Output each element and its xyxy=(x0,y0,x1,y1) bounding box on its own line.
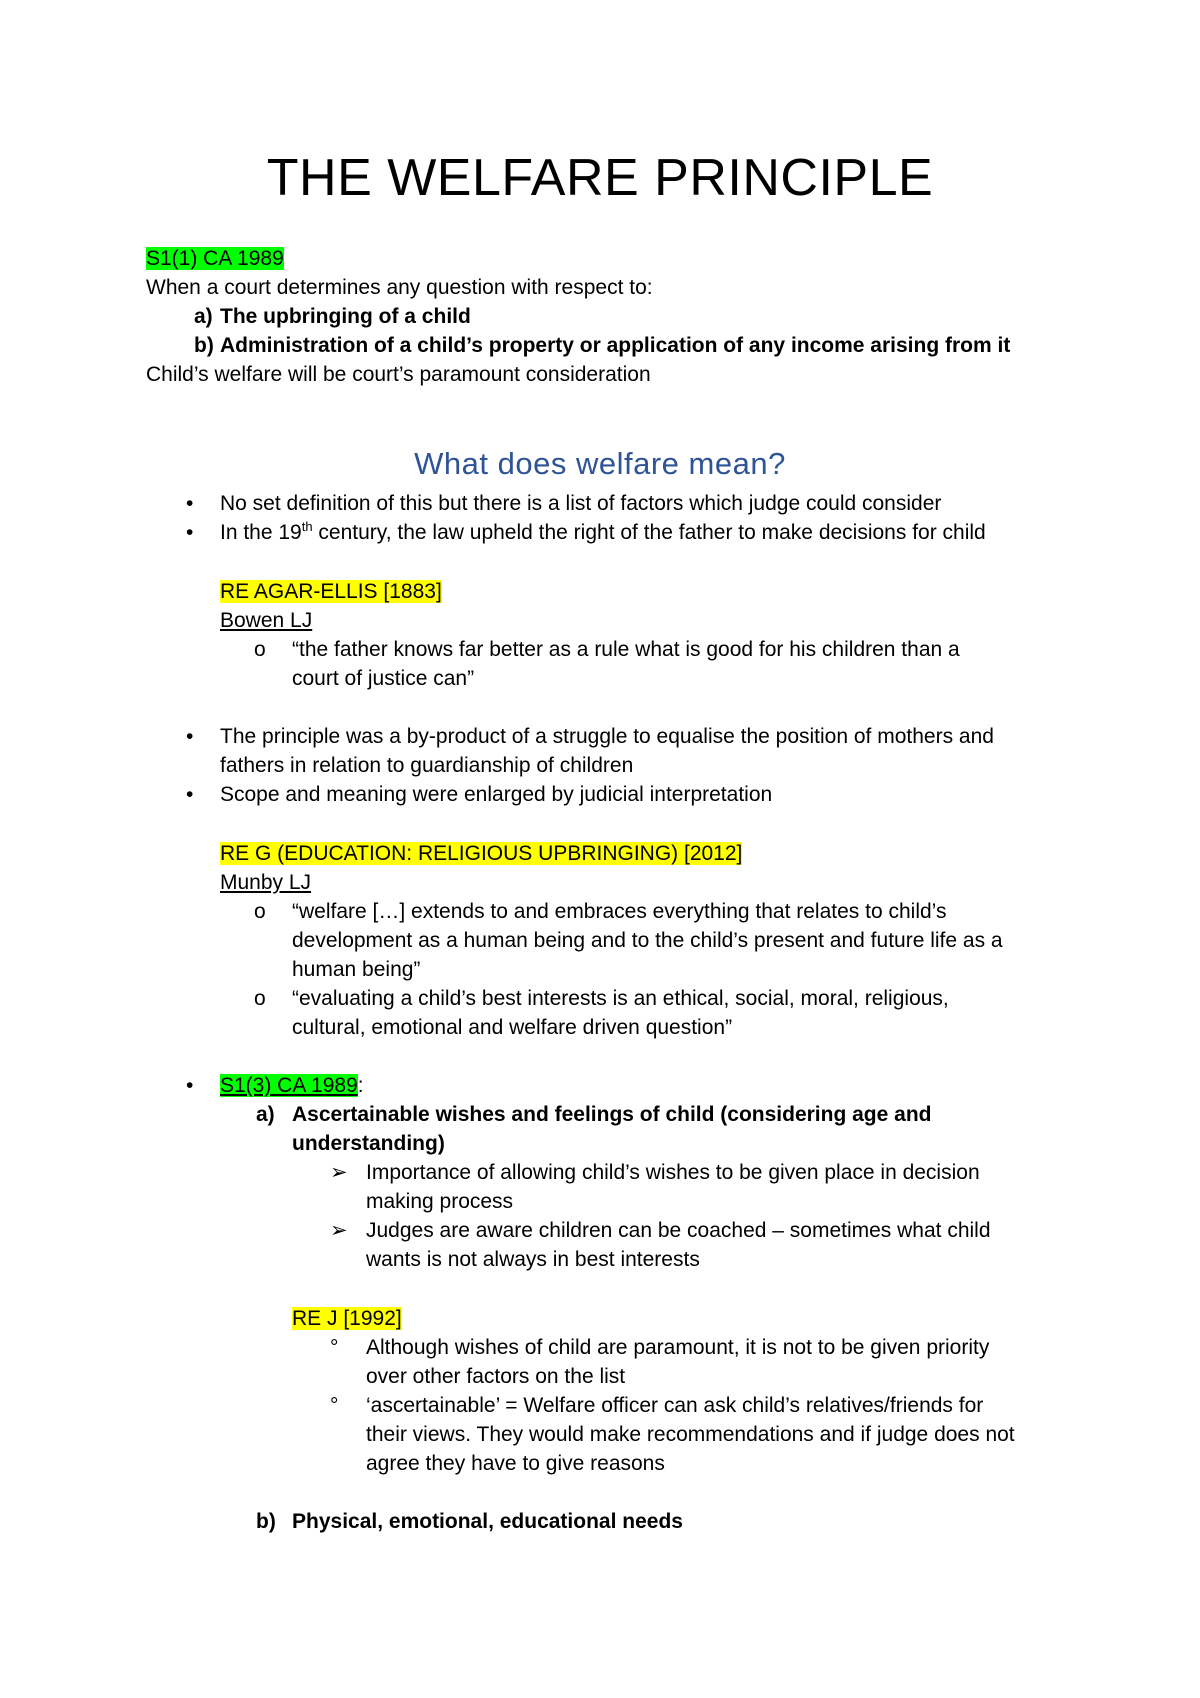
circle-bullet-icon: o xyxy=(254,638,266,661)
case-re-g xyxy=(220,840,742,868)
bullet-text-post: century, the law upheld the right of the father to make decisions for child xyxy=(312,521,986,544)
case-name: RE G (EDUCATION: RELIGIOUS UPBRINGING) [2012] xyxy=(220,842,743,865)
re-j-point2-line3: agree they have to give reasons xyxy=(366,1452,665,1475)
arrow-bullet-icon: ➢ xyxy=(330,1219,348,1242)
case-name: RE AGAR-ELLIS [1883] xyxy=(220,580,442,603)
quote-munby1-line2: development as a human being and to the child’s present and future life as a xyxy=(292,929,1003,952)
list-item-property: Administration of a child’s property or application of any income arising from it xyxy=(220,334,1011,357)
re-j-point2-line1: ‘ascertainable’ = Welfare officer can ask child’s relatives/friends for xyxy=(366,1394,984,1417)
s1-conclusion: Child’s welfare will be court’s paramount consideration xyxy=(146,363,651,386)
factor-a-line2: understanding) xyxy=(292,1132,445,1155)
statute-ref-label: S1(1) CA 1989 xyxy=(146,247,284,270)
arrow-bullet-icon: ➢ xyxy=(330,1161,348,1184)
list-marker-b: b) xyxy=(256,1510,276,1533)
colon: : xyxy=(357,1074,364,1097)
re-j-point1-line2: over other factors on the list xyxy=(366,1365,626,1388)
re-j-point2-line2: their views. They would make recommendations and if judge does not xyxy=(366,1423,1015,1446)
quote-bowen-line1: “the father knows far better as a rule what is good for his children than a xyxy=(292,638,960,661)
list-marker-a: a) xyxy=(194,305,213,328)
judge-bowen: Bowen LJ xyxy=(220,609,313,632)
bullet-scope: Scope and meaning were enlarged by judicial interpretation xyxy=(220,783,773,806)
arrow-item1-line2: making process xyxy=(366,1190,514,1213)
section-heading: What does welfare mean? xyxy=(414,446,786,481)
bullet-19th-century xyxy=(220,519,986,547)
arrow-item2-line2: wants is not always in best interests xyxy=(366,1248,700,1271)
ordinal-superscript: th xyxy=(301,519,313,534)
circle-bullet-icon: o xyxy=(254,900,266,923)
document-title: THE WELFARE PRINCIPLE xyxy=(266,149,934,207)
bullet-icon: • xyxy=(186,783,194,806)
arrow-item2-line1: Judges are aware children can be coached – sometimes what child xyxy=(366,1219,991,1242)
quote-munby1-line1: “welfare […] extends to and embraces everything that relates to child’s xyxy=(292,900,947,923)
statute-ref-s1-1 xyxy=(146,245,284,273)
statute-ref-s1-3 xyxy=(220,1072,364,1100)
re-j-point1-line1: Although wishes of child are paramount, it is not to be given priority xyxy=(366,1336,990,1359)
quote-munby1-line3: human being” xyxy=(292,958,421,981)
degree-bullet-icon: ° xyxy=(330,1336,339,1359)
factor-b: Physical, emotional, educational needs xyxy=(292,1510,683,1533)
quote-munby2-line2: cultural, emotional and welfare driven question” xyxy=(292,1016,733,1039)
bullet-icon: • xyxy=(186,521,194,544)
quote-munby2-line1: “evaluating a child’s best interests is an ethical, social, moral, religious, xyxy=(292,987,949,1010)
quote-bowen-line2: court of justice can” xyxy=(292,667,475,690)
bullet-no-definition: No set definition of this but there is a list of factors which judge could consider xyxy=(220,492,942,515)
judge-munby: Munby LJ xyxy=(220,871,312,894)
bullet-by-product-line1: The principle was a by-product of a struggle to equalise the position of mothers and xyxy=(220,725,994,748)
factor-a-line1: Ascertainable wishes and feelings of child (considering age and xyxy=(292,1103,932,1126)
bullet-by-product-line2: fathers in relation to guardianship of children xyxy=(220,754,634,777)
bullet-icon: • xyxy=(186,725,194,748)
list-marker-a: a) xyxy=(256,1103,275,1126)
case-re-j xyxy=(292,1305,402,1333)
bullet-text-pre: In the 19 xyxy=(220,521,302,544)
degree-bullet-icon: ° xyxy=(330,1394,339,1417)
case-name: RE J [1992] xyxy=(292,1307,402,1330)
circle-bullet-icon: o xyxy=(254,987,266,1010)
arrow-item1-line1: Importance of allowing child’s wishes to be given place in decision xyxy=(366,1161,980,1184)
s1-intro: When a court determines any question with respect to: xyxy=(146,276,653,299)
bullet-icon: • xyxy=(186,1074,194,1097)
list-item-upbringing: The upbringing of a child xyxy=(220,305,471,328)
list-marker-b: b) xyxy=(194,334,214,357)
case-agar-ellis xyxy=(220,578,442,606)
statute-ref-label: S1(3) CA 1989 xyxy=(220,1074,358,1097)
bullet-icon: • xyxy=(186,492,194,515)
